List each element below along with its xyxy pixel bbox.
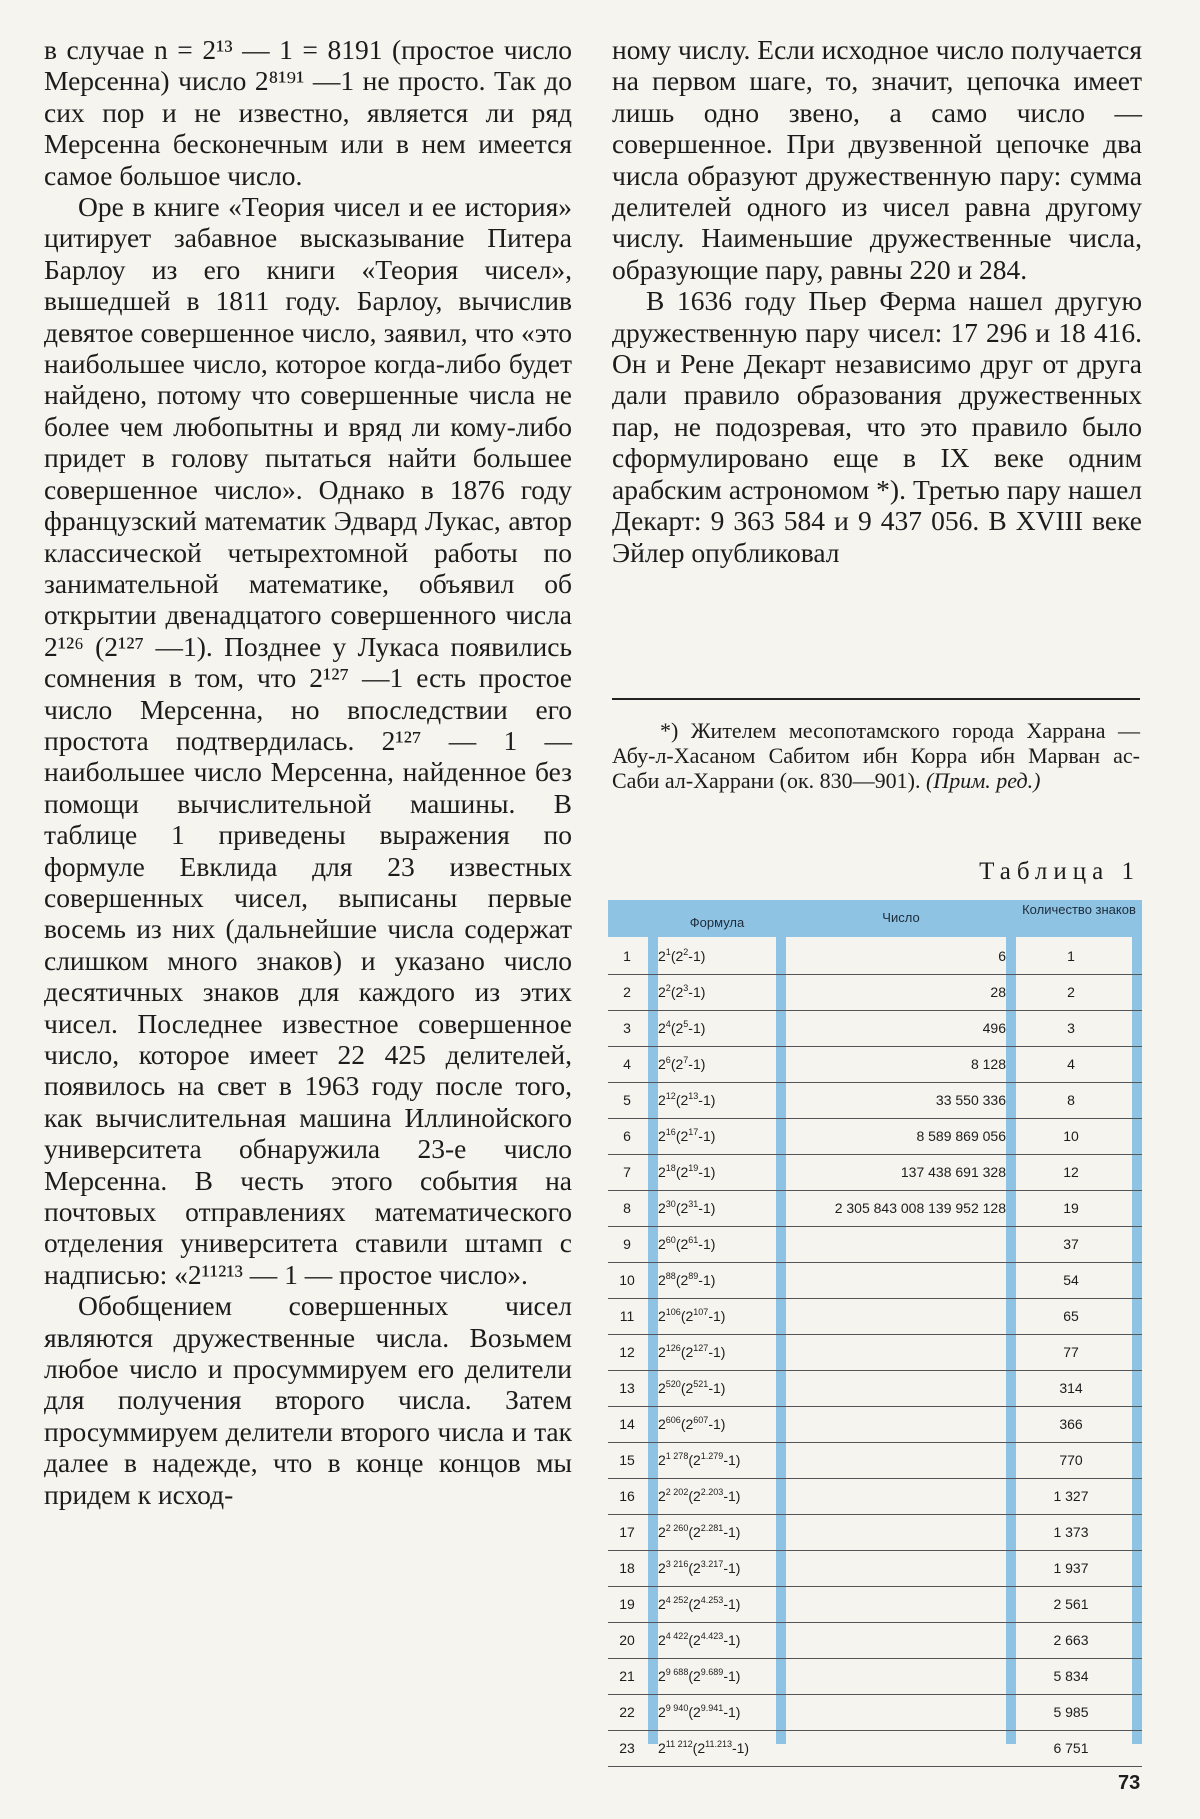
row-digits: 54 bbox=[1063, 1272, 1079, 1288]
table-row bbox=[608, 1011, 1142, 1047]
row-formula: $2^{30}(2^{31}-1)$ bbox=[658, 1199, 716, 1216]
header-digits: Количество знаков bbox=[1022, 902, 1136, 917]
table-row bbox=[608, 1335, 1142, 1371]
table-row bbox=[608, 1623, 1142, 1659]
table-row bbox=[608, 1227, 1142, 1263]
paragraph-mersenne: в случае n = 2¹³ — 1 = 8191 (простое число Мерсенна) число 2⁸¹⁹¹ —1 не просто. Так до сих пор и не известно, является ли ряд Мерсенна бесконечным или в нем имеется самое большое число. bbox=[44, 34, 572, 191]
row-formula: $2^{12}(2^{13}-1)$ bbox=[658, 1091, 716, 1108]
perfect-numbers-table bbox=[608, 900, 1142, 1756]
row-value: 28 bbox=[990, 984, 1006, 1000]
paragraph-fermat: В 1636 году Пьер Ферма нашел другую дружественную пару чисел: 17 296 и 18 416. Он и Рене Декарт независимо друг от друга дали правило образования дружественных пар, не подозревая, что это правило было сформулировано еще в IX веке одним арабским астрономом *). Третью пару нашел Декарт: 9 363 584 и 9 437 056. В XVIII веке Эйлер опубликовал bbox=[612, 285, 1142, 568]
header-formula: Формула bbox=[689, 915, 745, 930]
table-row bbox=[608, 1659, 1142, 1695]
row-formula: $2^1(2^2-1)$ bbox=[658, 947, 706, 964]
row-number: 11 bbox=[619, 1308, 635, 1324]
table-row bbox=[608, 1371, 1142, 1407]
row-value: 8 589 869 056 bbox=[916, 1128, 1006, 1144]
row-formula: $2^{60}(2^{61}-1)$ bbox=[658, 1235, 716, 1252]
table-row bbox=[608, 1587, 1142, 1623]
row-digits: 314 bbox=[1059, 1380, 1083, 1396]
row-digits: 19 bbox=[1063, 1200, 1079, 1216]
row-digits: 6 751 bbox=[1053, 1740, 1089, 1756]
row-number: 7 bbox=[623, 1164, 631, 1180]
footnote-editor-note: (Прим. ред.) bbox=[925, 768, 1041, 793]
row-number: 9 bbox=[623, 1236, 631, 1252]
table-row bbox=[608, 1695, 1142, 1731]
row-digits: 1 937 bbox=[1053, 1560, 1089, 1576]
row-number: 14 bbox=[619, 1416, 635, 1432]
row-number: 8 bbox=[623, 1200, 631, 1216]
row-value: 6 bbox=[998, 948, 1006, 964]
table-row bbox=[608, 1083, 1142, 1119]
row-value: 8 128 bbox=[970, 1056, 1006, 1072]
row-number: 5 bbox=[623, 1092, 631, 1108]
row-number: 2 bbox=[623, 984, 631, 1000]
row-digits: 1 373 bbox=[1053, 1524, 1089, 1540]
row-formula: $2^{88}(2^{89}-1)$ bbox=[658, 1271, 716, 1288]
table-row bbox=[608, 1047, 1142, 1083]
right-column bbox=[612, 34, 1142, 568]
row-digits: 5 985 bbox=[1053, 1704, 1089, 1720]
row-formula: $2^{18}(2^{19}-1)$ bbox=[658, 1163, 716, 1180]
table-row bbox=[608, 975, 1142, 1011]
row-number: 20 bbox=[619, 1632, 635, 1648]
row-formula: $2^4(2^5-1)$ bbox=[658, 1019, 706, 1036]
footnote bbox=[612, 718, 1140, 793]
row-number: 23 bbox=[619, 1740, 635, 1756]
row-digits: 770 bbox=[1059, 1452, 1083, 1468]
paragraph-amicable-pair: ному числу. Если исходное число получается на первом шаге, то, значит, цепочка имеет лишь одно звено, а само число — совершенное. При двузвенной цепочке два числа образуют дружественную пару: сумма делителей одного из чисел равна другому числу. Наименьшие дружественные числа, образующие пару, равны 220 и 284. bbox=[612, 34, 1142, 285]
row-digits: 12 bbox=[1063, 1164, 1079, 1180]
row-number: 16 bbox=[619, 1488, 635, 1504]
table-row bbox=[608, 1119, 1142, 1155]
row-number: 3 bbox=[623, 1020, 631, 1036]
table-row bbox=[608, 1155, 1142, 1191]
paragraph-barlow: Оре в книге «Теория чисел и ее история» цитирует забавное высказывание Питера Барлоу из его книги «Теория чисел», вышедшей в 1811 году. Барлоу, вычислив девятое совершенное число, заявил, что «это наибольшее число, которое когда-либо будет найдено, потому что совершенные числа не более чем любопытны и вряд ли кому-либо придет в голову пытаться найти большее совершенное число». Однако в 1876 году французский математик Эдвард Лукас, автор классической четырехтомной работы по занимательной математике, объявил об открытии двенадцатого совершенного числа 2¹²⁶ (2¹²⁷ —1). Позднее у Лукаса появились сомнения в том, что 2¹²⁷ —1 есть простое число Мерсенна, но впоследствии его простота подтвердилась. 2¹²⁷ — 1 — наибольшее число Мерсенна, найденное без помощи вычислительной машины. В таблице 1 приведены выражения по формуле Евклида для 23 известных совершенных чисел, выписаны первые восемь из них (дальнейшие числа содержат слишком много знаков) и указано число десятичных знаков для каждого из этих чисел. Последнее известное совершенное число, которое имеет 22 425 делителей, появилось на свет в 1963 году после того, как вычислительная машина Иллинойского университета обнаружила 23-е число Мерсенна. В честь этого события на почтовых отправлениях математического отделения университета ставили штамп с надписью: «2¹¹²¹³ — 1 — простое число». bbox=[44, 191, 572, 1290]
row-digits: 366 bbox=[1059, 1416, 1083, 1432]
row-formula: $2^{2 202}(2^{2.203}-1)$ bbox=[658, 1487, 741, 1504]
table-body bbox=[608, 939, 1142, 1767]
row-formula: $2^{9 688}(2^{9.689}-1)$ bbox=[658, 1667, 741, 1684]
row-number: 10 bbox=[619, 1272, 635, 1288]
table-row bbox=[608, 1191, 1142, 1227]
row-formula: $2^{4 252}(2^{4.253}-1)$ bbox=[658, 1595, 741, 1612]
row-formula: $2^2(2^3-1)$ bbox=[658, 983, 706, 1000]
row-digits: 2 bbox=[1067, 984, 1075, 1000]
row-digits: 1 327 bbox=[1053, 1488, 1089, 1504]
header-value: Число bbox=[882, 910, 920, 925]
row-value: 2 305 843 008 139 952 128 bbox=[834, 1200, 1006, 1216]
row-digits: 2 663 bbox=[1053, 1632, 1089, 1648]
row-number: 15 bbox=[619, 1452, 635, 1468]
table-row bbox=[608, 939, 1142, 975]
row-formula: $2^{106}(2^{107}-1)$ bbox=[658, 1307, 726, 1324]
row-formula: $2^{11 212}(2^{11.213}-1)$ bbox=[658, 1739, 750, 1756]
row-formula: $2^6(2^7-1)$ bbox=[658, 1055, 706, 1072]
row-number: 13 bbox=[619, 1380, 635, 1396]
row-formula: $2^{2 260}(2^{2.281}-1)$ bbox=[658, 1523, 741, 1540]
row-digits: 10 bbox=[1063, 1128, 1079, 1144]
table-row bbox=[608, 1299, 1142, 1335]
row-digits: 65 bbox=[1063, 1308, 1079, 1324]
row-value: 137 438 691 328 bbox=[900, 1164, 1006, 1180]
row-digits: 4 bbox=[1067, 1056, 1075, 1072]
row-formula: $2^{1 278}(2^{1.279}-1)$ bbox=[658, 1451, 741, 1468]
table-row bbox=[608, 1407, 1142, 1443]
row-formula: $2^{520}(2^{521}-1)$ bbox=[658, 1379, 726, 1396]
row-number: 18 bbox=[619, 1560, 635, 1576]
row-number: 19 bbox=[619, 1596, 635, 1612]
row-number: 21 bbox=[619, 1668, 635, 1684]
table-header bbox=[608, 900, 1142, 937]
page-number: 73 bbox=[1118, 1772, 1141, 1794]
row-formula: $2^{9 940}(2^{9.941}-1)$ bbox=[658, 1703, 741, 1720]
table-row bbox=[608, 1551, 1142, 1587]
table-row bbox=[608, 1443, 1142, 1479]
row-formula: $2^{3 216}(2^{3.217}-1)$ bbox=[658, 1559, 741, 1576]
table-row bbox=[608, 1263, 1142, 1299]
row-value: 33 550 336 bbox=[935, 1092, 1006, 1108]
row-digits: 8 bbox=[1067, 1092, 1075, 1108]
row-number: 1 bbox=[623, 948, 631, 964]
table-caption: Таблица 1 bbox=[979, 858, 1140, 885]
row-number: 4 bbox=[623, 1056, 631, 1072]
row-number: 17 bbox=[619, 1524, 635, 1540]
row-formula: $2^{126}(2^{127}-1)$ bbox=[658, 1343, 726, 1360]
row-digits: 5 834 bbox=[1053, 1668, 1089, 1684]
table-row bbox=[608, 1515, 1142, 1551]
row-number: 12 bbox=[619, 1344, 635, 1360]
row-digits: 1 bbox=[1067, 948, 1075, 964]
row-number: 22 bbox=[619, 1704, 635, 1720]
left-column bbox=[44, 34, 572, 1510]
row-digits: 2 561 bbox=[1053, 1596, 1089, 1612]
row-digits: 37 bbox=[1063, 1236, 1079, 1252]
row-formula: $2^{16}(2^{17}-1)$ bbox=[658, 1127, 716, 1144]
row-formula: $2^{4 422}(2^{4.423}-1)$ bbox=[658, 1631, 741, 1648]
row-digits: 3 bbox=[1067, 1020, 1075, 1036]
paragraph-amicable-intro: Обобщением совершенных чисел являются дружественные числа. Возьмем любое число и просуммируем его делители для получения второго числа. Затем просуммируем делители второго числа и так далее в надежде, что в конце концов мы придем к исход- bbox=[44, 1290, 572, 1510]
table-row bbox=[608, 1479, 1142, 1515]
row-formula: $2^{606}(2^{607}-1)$ bbox=[658, 1415, 726, 1432]
row-number: 6 bbox=[623, 1128, 631, 1144]
footnote-divider bbox=[612, 698, 1140, 700]
table-row bbox=[608, 1731, 1142, 1767]
row-digits: 77 bbox=[1063, 1344, 1079, 1360]
row-value: 496 bbox=[982, 1020, 1006, 1036]
footnote-text: *) Жителем месопотамского города Харрана — Абу-л-Хасаном Сабитом ибн Корра ибн Марван ас-Саби ал-Харрани (ок. 830—901). bbox=[612, 718, 1140, 793]
